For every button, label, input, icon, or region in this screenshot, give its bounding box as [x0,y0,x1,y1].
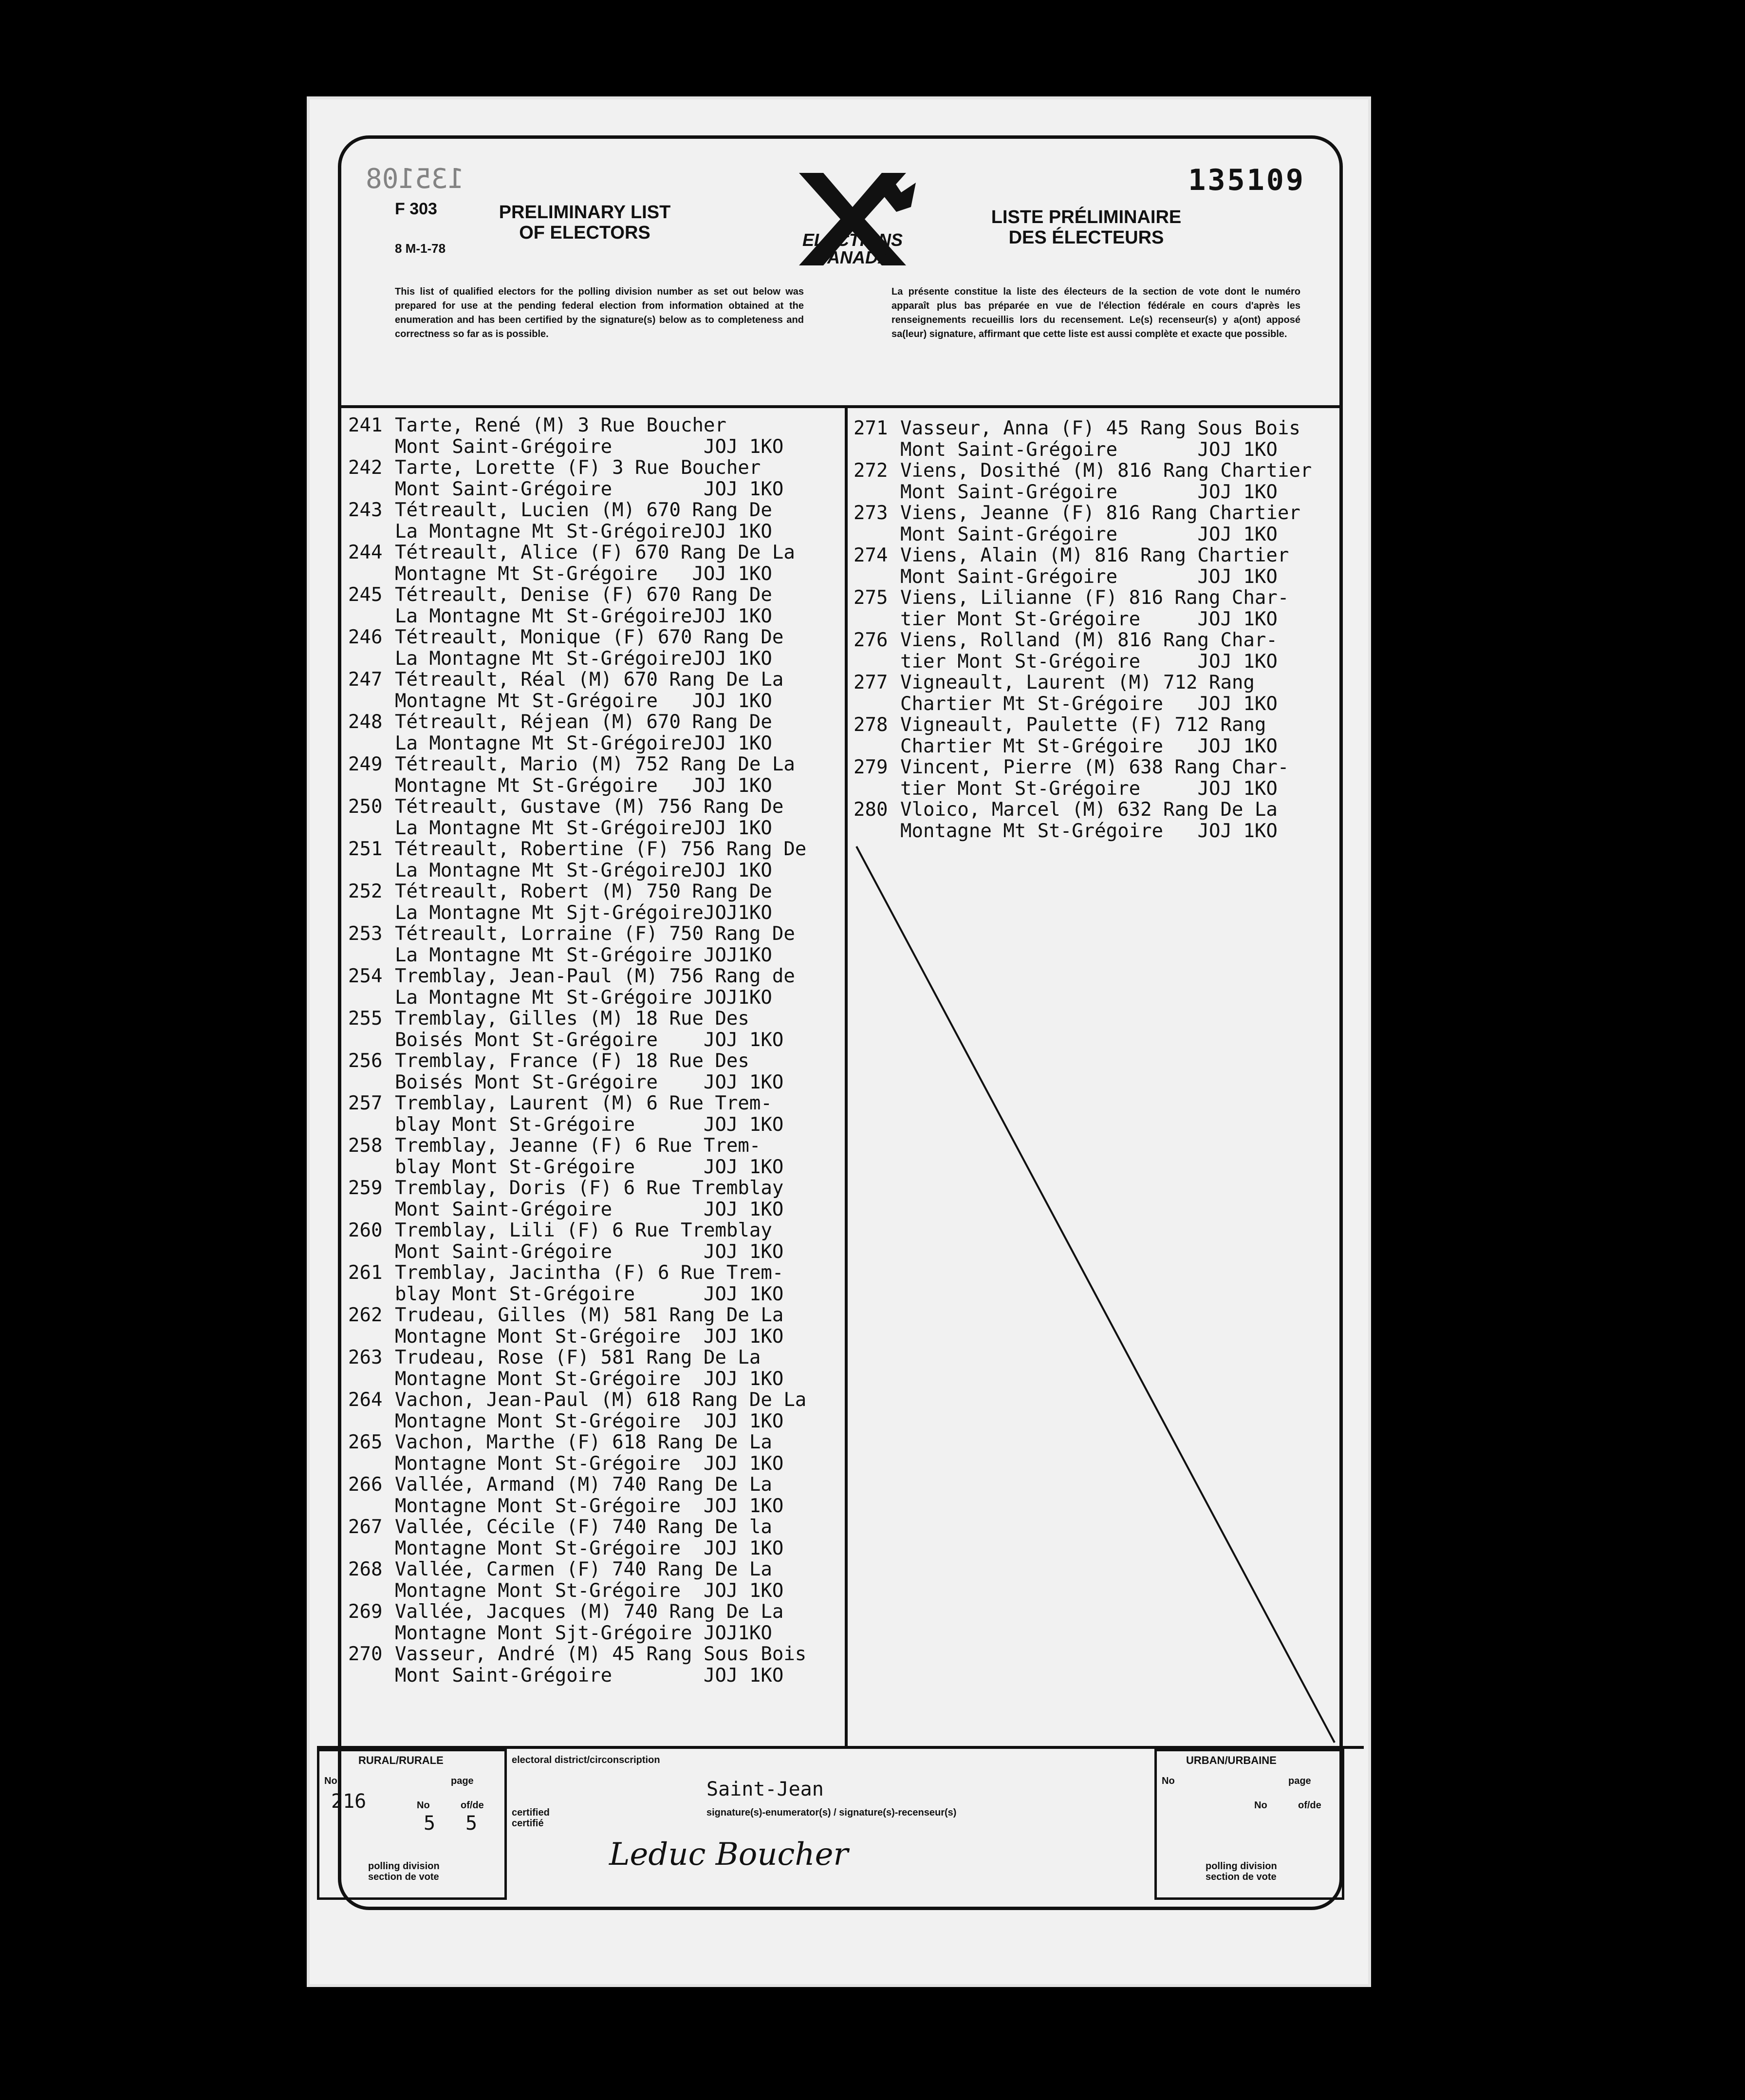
elector-name-address: Tremblay, Gilles (M) 18 Rue Des [395,1008,749,1030]
elector-line-1 [348,669,806,691]
elector-entry [348,669,806,712]
elector-locality-postal: tier Mont St-Grégoire JOJ 1KO [900,608,1278,630]
elector-name-address: Tremblay, Doris (F) 6 Rue Tremblay [395,1177,784,1199]
elector-locality-postal: Montagne Mont St-Grégoire JOJ 1KO [395,1495,784,1517]
urban-polling-label-en: polling division [1206,1861,1277,1872]
elector-entry [348,584,806,627]
elector-name-address: Viens, Jeanne (F) 816 Rang Chartier [900,502,1300,524]
urban-page-label: page [1288,1776,1311,1786]
elector-entry [348,881,806,923]
elector-name-address: Viens, Dosithé (M) 816 Rang Chartier [900,460,1312,482]
elector-line-1 [348,1178,806,1199]
serial-number-ghost: 135108 [366,163,464,195]
elector-name-address: Vincent, Pierre (M) 638 Rang Char- [900,756,1289,778]
serial-number: 135109 [1188,163,1305,197]
elector-number: 250 [348,796,383,818]
elector-line-1 [348,1347,806,1369]
elector-entry [348,457,806,500]
elector-locality-postal: blay Mont St-Grégoire JOJ 1KO [395,1283,784,1305]
elector-locality-postal: Montagne Mont St-Grégoire JOJ 1KO [395,1537,784,1559]
elector-locality-postal: Mont Saint-Grégoire JOJ 1KO [900,523,1278,545]
elector-entry [854,587,1312,630]
elector-locality-postal: tier Mont St-Grégoire JOJ 1KO [900,650,1278,673]
elector-locality-postal: Mont Saint-Grégoire JOJ 1KO [395,435,784,458]
elector-number: 261 [348,1262,383,1284]
elector-line-1 [854,503,1312,524]
certified-label-fr: certifié [512,1818,544,1829]
elector-number: 276 [854,629,888,651]
rural-no-value: 216 [331,1790,367,1813]
certified-label-en: certified [512,1807,550,1818]
elector-number: 257 [348,1092,383,1114]
elector-entry [854,460,1312,503]
elector-number: 267 [348,1516,383,1538]
elector-line-1 [348,754,806,775]
elector-line-1 [854,799,1312,821]
elector-entry [854,799,1312,842]
elector-entry [348,415,806,457]
elector-entry [348,1559,806,1601]
elector-number: 266 [348,1474,383,1496]
elector-line-1 [854,460,1312,482]
rural-polling-label-fr: section de vote [368,1872,439,1882]
elector-name-address: Vloico, Marcel (M) 632 Rang De La [900,799,1278,821]
elector-number: 245 [348,584,383,606]
form-code: F 303 [395,200,437,218]
elector-name-address: Tremblay, France (F) 18 Rue Des [395,1050,749,1072]
elector-number: 268 [348,1558,383,1580]
elector-name-address: Vallée, Jacques (M) 740 Rang De La [395,1601,784,1623]
elector-name-address: Tétreault, Robertine (F) 756 Rang De [395,838,807,860]
elector-number: 246 [348,626,383,648]
elector-name-address: Vigneault, Paulette (F) 712 Rang [900,714,1266,736]
elector-number: 278 [854,714,888,736]
elector-entry [348,754,806,796]
elector-entry [348,1220,806,1262]
logo-text-line-2: CANADA [815,247,891,267]
elector-entry [348,839,806,881]
elector-locality-postal: Mont Saint-Grégoire JOJ 1KO [900,438,1278,461]
elector-name-address: Vachon, Jean-Paul (M) 618 Rang De La [395,1389,807,1411]
elector-locality-postal: Montagne Mont St-Grégoire JOJ 1KO [395,1579,784,1602]
elector-name-address: Tremblay, Jacintha (F) 6 Rue Trem- [395,1262,784,1284]
elector-number: 264 [348,1389,383,1411]
elector-name-address: Tétreault, Lucien (M) 670 Rang De [395,499,772,521]
elector-entry [854,503,1312,545]
rural-page-no-label: No [417,1800,430,1811]
elector-line-1 [854,418,1312,439]
elector-number: 271 [854,417,888,439]
elector-number: 254 [348,965,383,987]
signature-text: Leduc Boucher [609,1837,849,1873]
rural-no-label: No [324,1776,337,1786]
elector-line-1 [854,714,1312,736]
elector-entry [854,757,1312,799]
elector-name-address: Tétreault, Alice (F) 670 Rang De La [395,542,795,563]
urban-page-of-label: of/de [1298,1800,1321,1811]
urban-no-label: No [1162,1776,1175,1786]
elector-locality-postal: blay Mont St-Grégoire JOJ 1KO [395,1156,784,1178]
rural-polling-label-en: polling division [368,1861,440,1872]
elector-name-address: Vasseur, Anna (F) 45 Rang Sous Bois [900,417,1300,439]
notice-english: This list of qualified electors for the polling division number as set out below was prepared for use at the pending federal election from information obtained at the enumeration and has been certified by the signature(s) below as to completeness and correctness so far as is possible. [395,286,804,339]
elector-line-1 [348,1432,806,1453]
elector-line-1 [348,1601,806,1623]
elector-name-address: Tétreault, Réjean (M) 670 Rang De [395,711,772,733]
elector-line-1 [348,457,806,479]
elector-column-right [848,408,1339,1749]
form-frame [324,135,1343,1910]
elector-entry [854,418,1312,460]
elector-line-1 [348,415,806,436]
form-sheet [307,96,1371,1987]
signature-label: signature(s)-enumerator(s) / signature(s)-recenseur(s) [706,1807,957,1818]
elector-entry [348,1644,806,1686]
elector-name-address: Tremblay, Jeanne (F) 6 Rue Trem- [395,1135,761,1157]
elector-name-address: Tétreault, Gustave (M) 756 Rang De [395,796,784,818]
elector-locality-postal: La Montagne Mt St-Grégoire JOJ1KO [395,986,772,1009]
elector-name-address: Viens, Alain (M) 816 Rang Chartier [900,544,1289,566]
elector-name-address: Tremblay, Lili (F) 6 Rue Tremblay [395,1219,772,1241]
elector-entry [348,1305,806,1347]
elector-number: 244 [348,542,383,563]
elector-locality-postal: Mont Saint-Grégoire JOJ 1KO [900,565,1278,588]
elector-name-address: Viens, Lilianne (F) 816 Rang Char- [900,587,1289,609]
elector-number: 262 [348,1304,383,1326]
elector-number: 269 [348,1601,383,1623]
elector-number: 263 [348,1347,383,1369]
elector-name-address: Vallée, Carmen (F) 740 Rang De La [395,1558,772,1580]
elector-name-address: Tétreault, Robert (M) 750 Rang De [395,881,772,902]
elector-entry [348,542,806,584]
elector-entry [348,1050,806,1093]
elector-line-1 [854,757,1312,778]
elector-number: 279 [854,756,888,778]
elector-locality-postal: Montagne Mt St-Grégoire JOJ 1KO [395,690,772,712]
elector-locality-postal: Montagne Mt St-Grégoire JOJ 1KO [900,820,1278,842]
elector-line-1 [348,1474,806,1496]
elector-line-1 [348,1050,806,1072]
elector-line-1 [348,500,806,521]
elector-name-address: Trudeau, Gilles (M) 581 Rang De La [395,1304,784,1326]
elector-locality-postal: Mont Saint-Grégoire JOJ 1KO [900,481,1278,503]
title-french: LISTE PRÉLIMINAIRE DES ÉLECTEURS [991,207,1182,248]
elector-number: 243 [348,499,383,521]
elector-number: 241 [348,414,383,436]
elector-line-1 [348,627,806,648]
elector-line-1 [348,712,806,733]
elector-name-address: Tétreault, Mario (M) 752 Rang De La [395,753,795,775]
elector-locality-postal: La Montagne Mt St-GrégoireJOJ 1KO [395,520,772,543]
elector-number: 259 [348,1177,383,1199]
elector-name-address: Tétreault, Lorraine (F) 750 Rang De [395,923,795,945]
elector-line-1 [348,966,806,987]
elector-number: 280 [854,799,888,821]
elector-locality-postal: Montagne Mt St-Grégoire JOJ 1KO [395,774,772,797]
urban-polling-label [1206,1861,1277,1882]
rural-page-of-label: of/de [461,1800,484,1811]
elector-entry [854,672,1312,714]
logo-text [780,231,926,266]
rural-page-of-value: 5 [465,1812,478,1835]
elector-line-1 [854,545,1312,566]
elector-entry [348,923,806,966]
elector-locality-postal: Mont Saint-Grégoire JOJ 1KO [395,1664,784,1687]
elector-number: 277 [854,672,888,694]
elector-name-address: Tremblay, Laurent (M) 6 Rue Trem- [395,1092,772,1114]
elector-number: 252 [348,881,383,902]
elector-column-left [341,408,848,1749]
elector-locality-postal: La Montagne Mt St-GrégoireJOJ 1KO [395,605,772,627]
elector-entry [348,627,806,669]
elector-number: 248 [348,711,383,733]
elector-locality-postal: Montagne Mont St-Grégoire JOJ 1KO [395,1410,784,1432]
elector-name-address: Vachon, Marthe (F) 618 Rang De La [395,1431,772,1453]
elector-locality-postal: La Montagne Mt St-GrégoireJOJ 1KO [395,732,772,754]
elector-number: 270 [348,1643,383,1665]
elector-entry [348,500,806,542]
elector-number: 247 [348,669,383,691]
elector-name-address: Viens, Rolland (M) 816 Rang Char- [900,629,1278,651]
elector-entry [348,1517,806,1559]
elector-locality-postal: Chartier Mt St-Grégoire JOJ 1KO [900,693,1278,715]
elector-locality-postal: La Montagne Mt St-Grégoire JOJ1KO [395,944,772,966]
elector-entry [348,1474,806,1517]
elector-line-1 [348,1559,806,1580]
urban-polling-label-fr: section de vote [1206,1872,1277,1882]
elector-line-1 [348,1644,806,1665]
elector-entry [348,796,806,839]
elector-locality-postal: Mont Saint-Grégoire JOJ 1KO [395,1198,784,1220]
elector-name-address: Trudeau, Rose (F) 581 Rang De La [395,1347,761,1369]
rural-box [317,1749,507,1900]
notice-french: La présente constitue la liste des électeurs de la section de vote dont le numéro apparaît plus bas préparée en vue de l'élection fédérale en cours d'après les renseignements recueillis lors du recensement. Le(s) recenseur(s) y a(ont) apposé sa(leur) signature, affirmant que cette liste est aussi complète et exacte que possible. [891,286,1300,339]
certified-label [512,1807,550,1829]
elector-line-1 [348,796,806,818]
elector-entry [348,966,806,1008]
elector-entry [348,1347,806,1389]
elector-entry [854,630,1312,672]
elector-number: 274 [854,544,888,566]
elector-locality-postal: La Montagne Mt St-GrégoireJOJ 1KO [395,817,772,839]
elector-locality-postal: Mont Saint-Grégoire JOJ 1KO [395,1240,784,1263]
elector-number: 272 [854,460,888,482]
elector-entry [348,1178,806,1220]
elector-name-address: Tremblay, Jean-Paul (M) 756 Rang de [395,965,795,987]
elector-entry [348,712,806,754]
elector-line-1 [348,542,806,563]
elector-locality-postal: Montagne Mont St-Grégoire JOJ 1KO [395,1368,784,1390]
district-label: electoral district/circonscription [512,1755,660,1765]
elector-line-1 [348,881,806,902]
rural-page-no-value: 5 [424,1812,436,1835]
title-english: PRELIMINARY LIST OF ELECTORS [499,202,671,243]
elector-name-address: Vallée, Armand (M) 740 Rang De La [395,1474,772,1496]
elector-locality-postal: Chartier Mt St-Grégoire JOJ 1KO [900,735,1278,757]
rural-label: RURAL/RURALE [358,1754,444,1766]
elector-number: 251 [348,838,383,860]
elector-list-right [854,418,1312,842]
elector-entry [854,545,1312,587]
elector-number: 256 [348,1050,383,1072]
rural-page-label: page [451,1776,474,1786]
elector-name-address: Vallée, Cécile (F) 740 Rang De la [395,1516,772,1538]
elector-number: 255 [348,1008,383,1030]
elector-locality-postal: Montagne Mont Sjt-Grégoire JOJ1KO [395,1622,772,1644]
elector-entry [348,1135,806,1178]
elector-entry [854,714,1312,757]
elections-canada-logo-icon [780,168,926,285]
elector-line-1 [348,923,806,945]
elector-locality-postal: La Montagne Mt St-GrégoireJOJ 1KO [395,859,772,881]
elector-entry [348,1432,806,1474]
elector-locality-postal: Montagne Mont St-Grégoire JOJ 1KO [395,1325,784,1348]
elector-number: 260 [348,1219,383,1241]
elector-line-1 [348,839,806,860]
elector-entry [348,1008,806,1050]
urban-box [1154,1749,1344,1900]
rural-polling-label [368,1861,440,1882]
urban-label: URBAN/URBAINE [1186,1754,1277,1766]
elector-list-left [348,415,806,1686]
elector-number: 273 [854,502,888,524]
elector-locality-postal: tier Mont St-Grégoire JOJ 1KO [900,777,1278,800]
elector-line-1 [348,1305,806,1326]
elector-line-1 [854,672,1312,694]
elector-locality-postal: La Montagne Mt St-GrégoireJOJ 1KO [395,647,772,670]
elector-line-1 [854,630,1312,651]
elector-entry [348,1389,806,1432]
elector-locality-postal: La Montagne Mt Sjt-GrégoireJOJ1KO [395,901,772,924]
district-value: Saint-Jean [706,1778,824,1800]
elector-line-1 [348,1262,806,1284]
logo-text-line-1: ELECTIONS [802,230,903,250]
elector-number: 249 [348,753,383,775]
elector-line-1 [348,1008,806,1030]
elector-name-address: Tarte, René (M) 3 Rue Boucher [395,414,726,436]
form-footer [317,1746,1364,1895]
form-header [341,139,1339,408]
elector-locality-postal: Montagne Mont St-Grégoire JOJ 1KO [395,1452,784,1475]
elector-entry [348,1093,806,1135]
elector-name-address: Tarte, Lorette (F) 3 Rue Boucher [395,457,761,479]
elector-locality-postal: Boisés Mont St-Grégoire JOJ 1KO [395,1071,784,1093]
elector-number: 275 [854,587,888,609]
urban-page-no-label: No [1254,1800,1267,1811]
elector-locality-postal: Boisés Mont St-Grégoire JOJ 1KO [395,1029,784,1051]
elector-line-1 [854,587,1312,609]
elector-name-address: Tétreault, Denise (F) 670 Rang De [395,584,772,606]
elector-name-address: Vasseur, André (M) 45 Rang Sous Bois [395,1643,807,1665]
elector-line-1 [348,1389,806,1411]
elector-line-1 [348,1220,806,1241]
elector-locality-postal: blay Mont St-Grégoire JOJ 1KO [395,1113,784,1136]
elector-entry [348,1262,806,1305]
elector-name-address: Tétreault, Réal (M) 670 Rang De La [395,669,784,691]
elector-locality-postal: Mont Saint-Grégoire JOJ 1KO [395,478,784,500]
elector-line-1 [348,1517,806,1538]
elector-number: 265 [348,1431,383,1453]
elector-line-1 [348,1135,806,1157]
elector-number: 258 [348,1135,383,1157]
elector-line-1 [348,1093,806,1114]
elector-name-address: Tétreault, Monique (F) 670 Rang De [395,626,784,648]
elector-number: 253 [348,923,383,945]
form-date: 8 M-1-78 [395,241,446,256]
elector-line-1 [348,584,806,606]
elector-number: 242 [348,457,383,479]
elector-name-address: Vigneault, Laurent (M) 712 Rang [900,672,1255,694]
elector-entry [348,1601,806,1644]
elector-locality-postal: Montagne Mt St-Grégoire JOJ 1KO [395,562,772,585]
